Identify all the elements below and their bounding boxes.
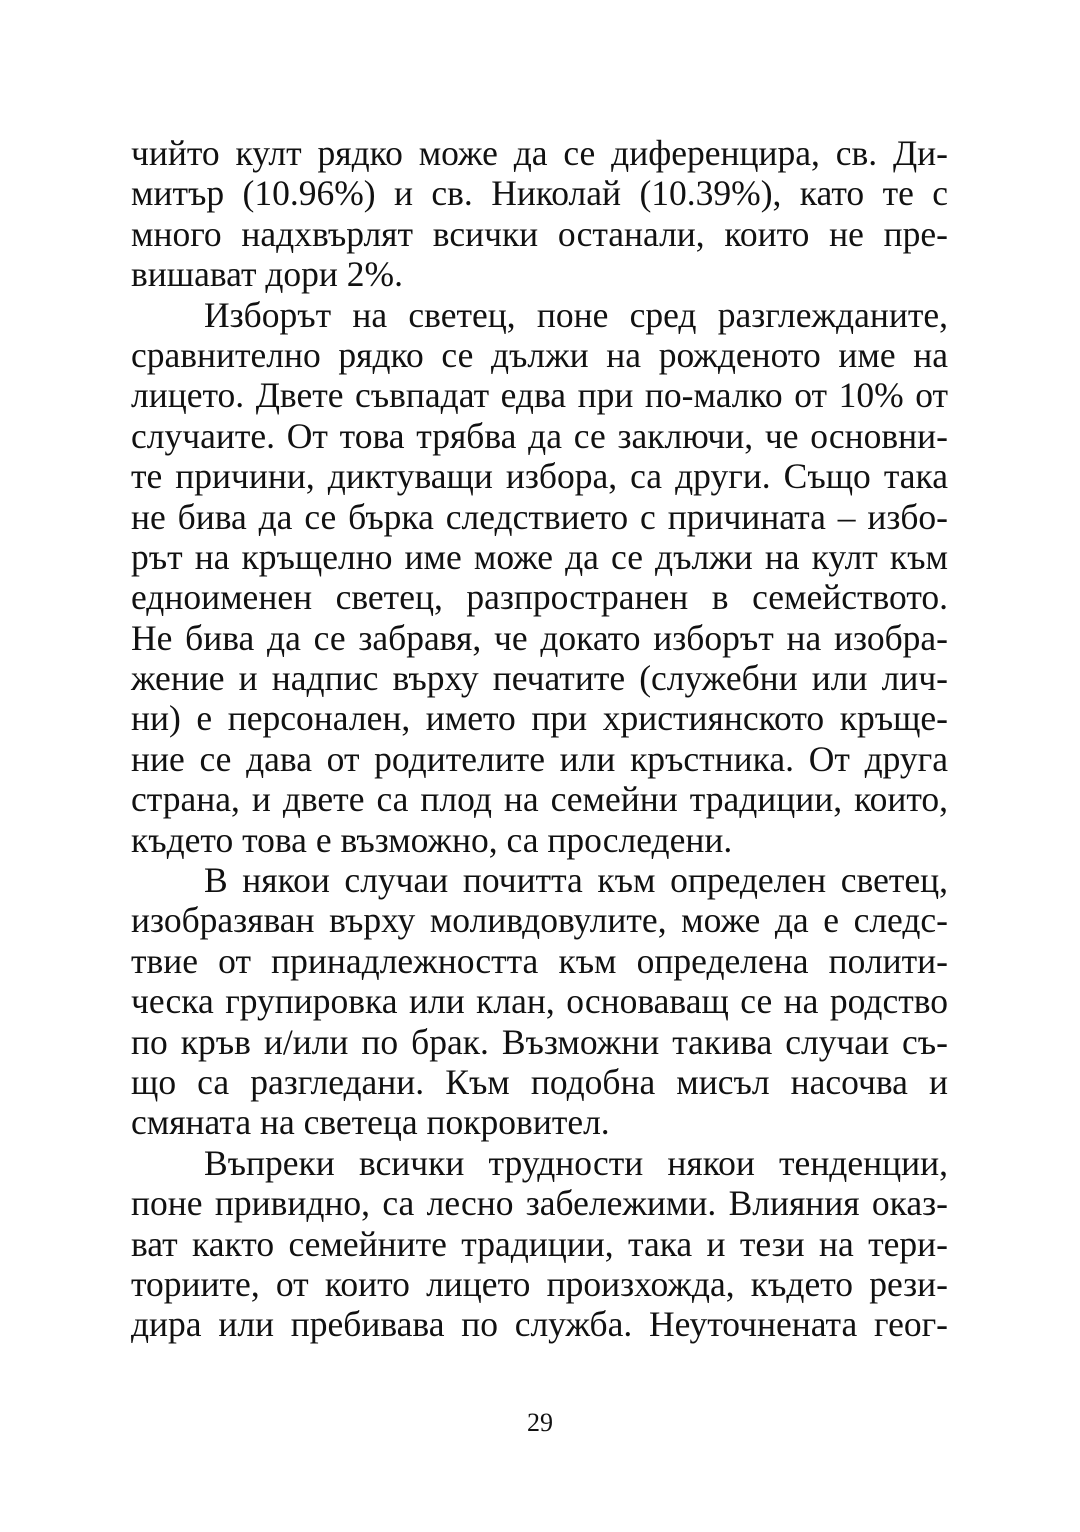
text-line: случаите. От това трябва да се заключи, че основни- xyxy=(131,415,948,456)
text-line: едноименен светец, разпространен в семейството. xyxy=(131,577,948,618)
paragraph-1 xyxy=(131,133,948,295)
text-line: те причини, диктуващи избора, са други. Също така xyxy=(131,456,948,497)
text-line: чийто култ рядко може да се диференцира, св. Ди- xyxy=(131,133,948,173)
text-line: сравнително рядко се дължи на рожденото име на xyxy=(131,334,948,375)
text-line: ториите, от които лицето произхожда, където рези- xyxy=(131,1263,948,1304)
text-line: където това е възможно, са проследени. xyxy=(131,819,733,860)
text-line: много надхвърлят всички останали, които не пре- xyxy=(131,213,948,254)
text-line: не бива да се бърка следствието с причината – избо- xyxy=(131,496,948,537)
text-line: смяната на светеца покровител. xyxy=(131,1102,610,1143)
text-line: Изборът на светец, поне сред разглежданите, xyxy=(204,294,948,335)
paragraph-3 xyxy=(131,860,948,1143)
paragraph-2 xyxy=(131,295,948,860)
page-number: 29 xyxy=(527,1408,553,1437)
paragraph-4 xyxy=(131,1143,948,1345)
text-line: твие от принадлежността към определена полити- xyxy=(131,940,948,981)
text-line: ческа групировка или клан, основаващ се на родство xyxy=(131,981,948,1022)
text-line: Не бива да се забравя, че докато изборът на изобра- xyxy=(131,617,948,658)
text-line: поне привидно, са лесно забележими. Влияния оказ- xyxy=(131,1183,948,1224)
text-line: рът на кръщелно име може да се дължи на култ към xyxy=(131,536,948,577)
text-line: ват както семейните традиции, така и тези на тери- xyxy=(131,1223,948,1264)
text-line: митър (10.96%) и св. Николай (10.39%), като те с xyxy=(131,173,948,214)
text-line: дира или пребивава по служба. Неуточнената геог- xyxy=(131,1304,948,1345)
text-line: страна, и двете са плод на семейни традиции, които, xyxy=(131,779,948,820)
body-text xyxy=(131,133,948,1345)
text-line: изобразяван върху моливдовулите, може да е следс- xyxy=(131,900,948,941)
text-line: Въпреки всички трудности някои тенденции, xyxy=(204,1142,948,1183)
text-line: ние се дава от родителите или кръстника. От друга xyxy=(131,738,948,779)
text-line: лицето. Двете съвпадат едва при по-малко от 10% от xyxy=(131,375,948,416)
text-line: вишават дори 2%. xyxy=(131,254,404,295)
text-line: по кръв и/или по брак. Възможни такива случаи съ- xyxy=(131,1021,948,1062)
text-line: В някои случаи почитта към определен светец, xyxy=(204,860,948,901)
text-line: що са разгледани. Към подобна мисъл насочва и xyxy=(131,1061,948,1102)
text-line: ни) е персонален, името при християнското кръще- xyxy=(131,698,948,739)
text-line: жение и надпис върху печатите (служебни или лич- xyxy=(131,658,948,699)
